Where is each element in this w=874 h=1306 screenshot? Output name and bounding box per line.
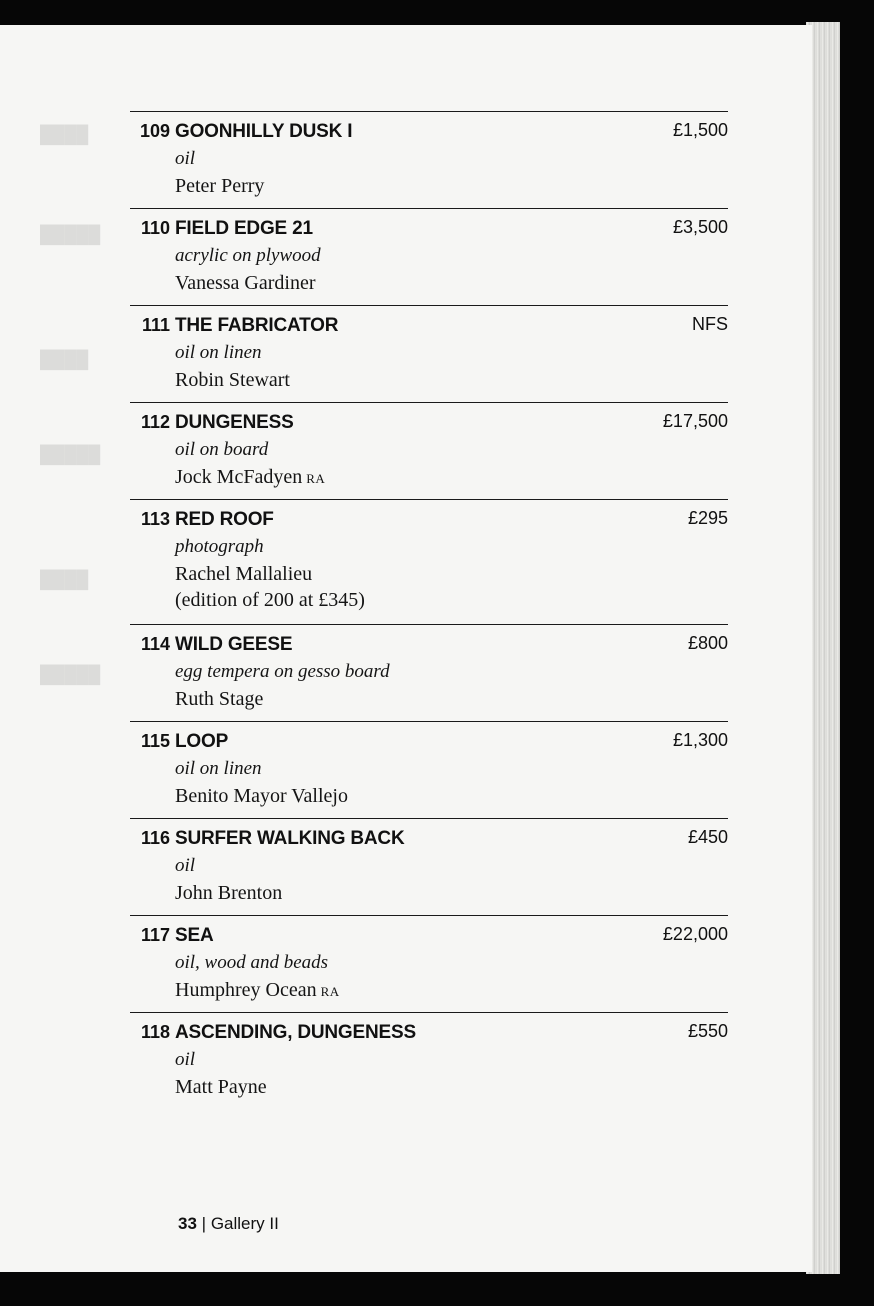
entry-number: 109	[139, 121, 170, 141]
footer-separator: |	[201, 1214, 207, 1233]
entry-price: £550	[687, 1021, 728, 1041]
entry-medium: oil	[175, 148, 196, 169]
entry-medium: photograph	[175, 536, 264, 557]
entry-number: 117	[140, 925, 170, 945]
show-through-decoration: █████	[40, 445, 101, 464]
entry-artist	[175, 882, 286, 905]
section-name: Gallery II	[210, 1214, 279, 1233]
artist-honour: RA	[306, 471, 326, 486]
entry-number: 110	[140, 218, 170, 238]
catalogue-entry	[130, 721, 728, 818]
catalogue-entry	[130, 915, 728, 1012]
entry-medium: oil, wood and beads	[175, 952, 329, 973]
artist-name: Matt Payne	[175, 1076, 267, 1098]
entry-medium: egg tempera on gesso board	[175, 661, 390, 682]
entry-medium: acrylic on plywood	[175, 245, 321, 266]
artist-name: Jock McFadyen	[175, 466, 303, 488]
entry-title: DUNGENESS	[175, 412, 294, 433]
entry-medium: oil	[175, 855, 196, 876]
entry-number: 114	[140, 634, 170, 654]
entry-number: 116	[140, 828, 170, 848]
entry-title: THE FABRICATOR	[175, 315, 339, 336]
catalogue-entry	[130, 208, 728, 305]
show-through-decoration: ████	[40, 570, 89, 589]
entry-medium: oil on linen	[175, 758, 262, 779]
catalogue-entry	[130, 111, 728, 208]
entry-medium: oil	[175, 1049, 196, 1070]
entry-number: 118	[140, 1022, 170, 1042]
entry-artist	[175, 369, 294, 392]
entry-price: £800	[687, 633, 728, 653]
entry-artist	[175, 175, 268, 198]
entry-title: ASCENDING, DUNGENESS	[175, 1022, 416, 1043]
entry-artist	[175, 272, 320, 295]
artist-name: Humphrey Ocean	[175, 979, 317, 1001]
entry-price: £1,300	[672, 730, 728, 750]
entry-edition-note: (edition of 200 at £345)	[175, 589, 365, 611]
page-number: 33	[178, 1214, 197, 1233]
show-through-decoration: ████	[40, 350, 89, 369]
catalogue-entry	[130, 818, 728, 915]
entry-price: £3,500	[672, 217, 728, 237]
entry-title: LOOP	[175, 731, 229, 752]
show-through-decoration: █████	[40, 225, 101, 244]
artist-name: John Brenton	[175, 882, 283, 904]
entry-title: GOONHILLY DUSK I	[175, 121, 353, 142]
catalogue-entry	[130, 624, 728, 721]
entry-number: 111	[141, 315, 170, 335]
entry-artist	[175, 1076, 271, 1099]
entry-title: FIELD EDGE 21	[175, 218, 313, 239]
entry-price: £22,000	[662, 924, 728, 944]
entry-price: £1,500	[672, 120, 728, 140]
entry-title: WILD GEESE	[175, 634, 293, 655]
entry-artist	[175, 466, 325, 489]
artist-name: Vanessa Gardiner	[175, 272, 316, 294]
artist-name: Ruth Stage	[175, 688, 264, 710]
show-through-decoration: █████	[40, 665, 101, 684]
entry-price: £450	[687, 827, 728, 847]
catalogue-entry	[130, 1012, 728, 1109]
entry-number: 112	[140, 412, 170, 432]
entry-artist	[175, 979, 340, 1002]
catalogue-entry	[130, 402, 728, 499]
entry-title: SURFER WALKING BACK	[175, 828, 405, 849]
artist-name: Rachel Mallalieu	[175, 563, 313, 585]
entry-artist	[175, 688, 267, 711]
entry-medium: oil on linen	[175, 342, 262, 363]
artist-honour: RA	[320, 984, 340, 999]
artist-name: Robin Stewart	[175, 369, 290, 391]
entry-medium: oil on board	[175, 439, 269, 460]
page-footer	[178, 1214, 279, 1234]
entry-artist	[175, 785, 352, 808]
entry-title: SEA	[175, 925, 214, 946]
entry-number: 115	[140, 731, 170, 751]
entry-title: RED ROOF	[175, 509, 274, 530]
artist-name: Benito Mayor Vallejo	[175, 785, 348, 807]
entry-price: £17,500	[662, 411, 728, 431]
artist-name: Peter Perry	[175, 175, 265, 197]
entry-number: 113	[140, 509, 170, 529]
entry-price: NFS	[692, 314, 728, 334]
show-through-decoration: ████	[40, 125, 89, 144]
catalogue-entry	[130, 305, 728, 402]
catalogue-page	[0, 25, 812, 1272]
entry-artist	[175, 563, 316, 586]
entry-price: £295	[687, 508, 728, 528]
catalogue-entry	[130, 499, 728, 624]
